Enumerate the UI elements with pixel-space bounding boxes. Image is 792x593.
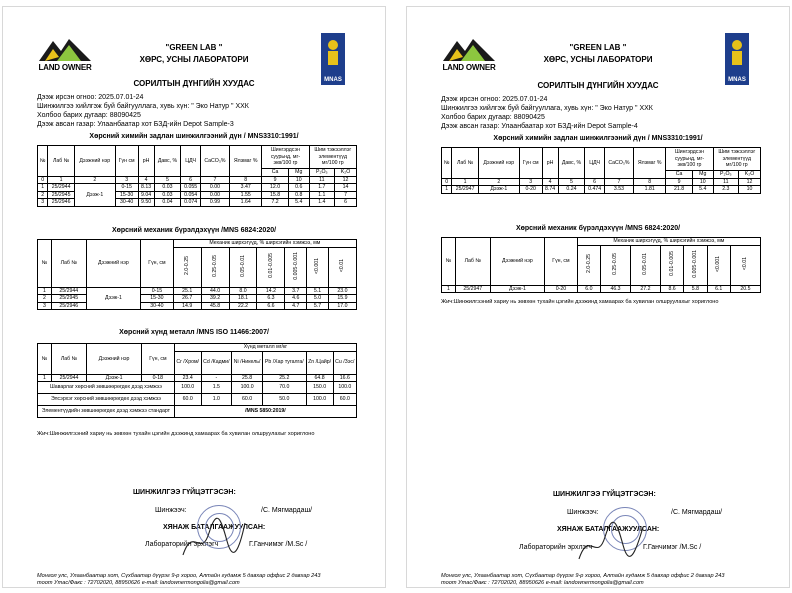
- cell: 1.1: [309, 191, 334, 199]
- mech-size-col: [730, 245, 760, 285]
- chem-col-ph: pH: [542, 148, 558, 179]
- chem-col-tsdch: ЦДЧ: [585, 148, 604, 179]
- cell: 12.0: [262, 184, 289, 192]
- mnas-accreditation-logo: MNAS: [321, 33, 345, 85]
- cell: 25.8: [232, 374, 263, 382]
- hm-col-pb: Pb /Хар тугалга/: [263, 351, 307, 374]
- hm-col-lab: Лаб №: [51, 344, 86, 375]
- cell: 30-40: [115, 199, 138, 207]
- chem-col-caco3: CaCO₃%: [200, 146, 229, 177]
- mech-title: Хөрсний механик бүрэлдэхүүн /MNS 6824:2020/: [515, 225, 681, 232]
- chem-row-1: [38, 184, 357, 192]
- cell: 0-15: [141, 287, 174, 295]
- size-label: 2.0-0.25: [183, 256, 190, 276]
- cell: 0.074: [181, 199, 200, 207]
- report-page-sample-3: [2, 6, 386, 588]
- cell: 22.2: [229, 302, 257, 310]
- meta-place: Дээж авсан газар: Улаанбаатар хот БЗД-ийн Depot Sample-4: [441, 123, 638, 130]
- cell: 6.3: [257, 295, 285, 303]
- cell: 25/2946: [48, 199, 74, 207]
- cell: 0.055: [181, 184, 200, 192]
- mech-title: Хөрсний механик бүрэлдэхүүн /MNS 6824:2020/: [111, 227, 277, 234]
- hm-col-ni: Ni /Никель/: [232, 351, 263, 374]
- mech-table: [441, 237, 761, 293]
- idx-cell: 3: [519, 178, 542, 186]
- mech-size-col: [660, 245, 683, 285]
- lab-head-name: Г.Ганчимэг /M.Sc /: [249, 541, 308, 548]
- meta-phone: Холбоо барих дугаар: 88090425: [441, 114, 545, 121]
- cell: 46.3: [601, 285, 631, 293]
- analyst-role: Шинжээч:: [567, 509, 599, 516]
- cell: 21.8: [666, 186, 693, 194]
- chem-col-lab: Лаб №: [452, 148, 478, 179]
- cell: 1.0: [201, 394, 232, 406]
- sample-name-cell: Дээж-1: [86, 287, 140, 310]
- cell: 23.0: [328, 287, 356, 295]
- signoff-title: ШИНЖИЛГЭЭ ГҮЙЦЭТГЭСЭН:: [133, 489, 236, 496]
- cell: 1.64: [230, 199, 262, 207]
- cell: 60.0: [174, 394, 201, 406]
- idx-cell: 4: [138, 176, 154, 184]
- footer-address: [37, 573, 320, 587]
- footer-line: тоот Утас/Факс : 72702020, 88950626 e-mail: landownermongolia@gmail.com: [441, 580, 644, 586]
- verified-title: ХЯНАЖ БАТАЛГААЖУУЛСАН:: [557, 526, 660, 533]
- report-page-sample-4: [406, 6, 790, 588]
- signoff-title: ШИНЖИЛГЭЭ ГҮЙЦЭТГЭСЭН:: [553, 491, 656, 498]
- cell: 3.7: [285, 287, 307, 295]
- mech-group-header: Механик ширхэгүүд, % ширхэгийн хэмжээ, мм: [577, 238, 760, 246]
- handwritten-signature: [575, 519, 647, 565]
- disclaimer-note: Жич:Шинжилгээний хариу нь зөвхөн тухайн цэгийн дээжинд хамаарах ба хувилан олшруулахыг хориглоно: [37, 431, 315, 437]
- mech-table: [37, 239, 357, 310]
- mech-size-col: [328, 247, 356, 287]
- mech-size-col: [601, 245, 631, 285]
- cell: 26.7: [173, 295, 201, 303]
- chem-sub-p2o5: P₂O₅: [713, 171, 738, 179]
- chem-col-no: №: [442, 148, 452, 179]
- chem-col-lab: Лаб №: [48, 146, 74, 177]
- size-label: 0.01-0.005: [267, 253, 274, 279]
- idx-cell: 10: [288, 176, 309, 184]
- cell: -: [201, 374, 232, 382]
- cell: 0.04: [154, 199, 181, 207]
- cell: 0.99: [200, 199, 229, 207]
- cell: 8.74: [542, 186, 558, 194]
- cell: 1.55: [230, 191, 262, 199]
- meta-client: Шинжилгээ хийлгэж буй байгууллага, хувь хүн: " Эко Натур " ХХК: [441, 105, 653, 112]
- cell: 4.6: [285, 295, 307, 303]
- cell: 4.7: [285, 302, 307, 310]
- chem-title: Хөрсний химийн задлан шинжилгээний дүн / MNS3310:1991/: [89, 133, 299, 140]
- size-label: 2.0-0.25: [585, 254, 592, 274]
- cell: 8.6: [660, 285, 683, 293]
- cell: 27.2: [630, 285, 660, 293]
- lab-subtitle: ХӨРС, УСНЫ ЛАБОРАТОРИ: [543, 55, 653, 64]
- cell: 25/2947: [455, 285, 490, 293]
- mech-col-lab: Лаб №: [455, 238, 490, 286]
- cell: 5.4: [692, 186, 713, 194]
- chem-col-cations: Шингэрдсэн суурьнд, мг-экв/100 гр: [262, 146, 309, 169]
- limit-label: Элсэрхэг хөрсний зөвшөөрөгдөх дээд хэмжээ: [38, 394, 175, 406]
- cell: 25/2945: [51, 295, 86, 303]
- lab-name: "GREEN LAB ": [165, 43, 223, 52]
- cell: 25/2944: [48, 184, 74, 192]
- idx-cell: 0: [442, 178, 452, 186]
- cell: 14.9: [173, 302, 201, 310]
- lab-head-role: Лабораторийн эрхлэгч: [519, 544, 593, 551]
- meta-place: Дээж авсан газар: Улаанбаатар хот БЗД-ийн Depot Sample-3: [37, 121, 234, 128]
- mech-size-col: [684, 245, 707, 285]
- cell: 5.1: [307, 287, 329, 295]
- cell: 25/2944: [51, 374, 86, 382]
- size-label: 0.005-0.001: [292, 251, 299, 280]
- mech-size-col: [630, 245, 660, 285]
- handwritten-signature: [179, 515, 249, 561]
- sample-name-cell: Дээж-1: [74, 184, 115, 207]
- chem-col-caco3: CaCO₃%: [604, 148, 633, 179]
- cell: 9.04: [138, 191, 154, 199]
- lab-name: "GREEN LAB ": [569, 43, 627, 52]
- size-label: <0.01: [742, 257, 749, 271]
- cell: 2: [38, 191, 48, 199]
- cell: 1.81: [634, 186, 666, 194]
- cell: 14.2: [257, 287, 285, 295]
- heavy-title: Хөрсний хүнд металл /MNS ISO 11466:2007/: [119, 329, 269, 336]
- size-label: 0.05-0.01: [642, 252, 649, 275]
- chem-sub-ca: Ca: [262, 169, 289, 177]
- analyst-name: /С. Мягмардаш/: [261, 507, 313, 514]
- mech-size-col: [285, 247, 307, 287]
- verified-title: ХЯНАЖ БАТАЛГААЖУУЛСАН:: [163, 524, 266, 531]
- cell: 30-40: [141, 302, 174, 310]
- cell: 1: [38, 184, 48, 192]
- cell: 6.1: [707, 285, 730, 293]
- cell: 100.0: [333, 382, 356, 394]
- chem-col-salt: Давс, %: [154, 146, 181, 177]
- cell: 70.0: [263, 382, 307, 394]
- cell: 0.24: [558, 186, 585, 194]
- size-label: 0.01-0.005: [668, 251, 675, 277]
- limit-label: Шаварлаг хөрсний зөвшөөрөгдөх дээд хэмжээ: [38, 382, 175, 394]
- meta-date: Дээж ирсэн огноо: 2025.07.01-24: [441, 96, 548, 103]
- cell: 2: [38, 295, 52, 303]
- chem-col-tsdch: ЦДЧ: [181, 146, 200, 177]
- mech-row-3: [38, 302, 357, 310]
- idx-cell: 9: [262, 176, 289, 184]
- cell: 10: [739, 186, 761, 194]
- cell: 25.1: [173, 287, 201, 295]
- land-owner-logo: LAND OWNER: [441, 33, 497, 75]
- cell: 6.0: [577, 285, 600, 293]
- mech-size-col: [577, 245, 600, 285]
- hm-col-zn: Zn /Цайр/: [306, 351, 333, 374]
- cell: 18.1: [229, 295, 257, 303]
- idx-cell: 8: [634, 178, 666, 186]
- chem-col-name: Дээжний нэр: [478, 148, 519, 179]
- mech-group-header: Механик ширхэгүүд, % ширхэгийн хэмжээ, мм: [173, 240, 356, 248]
- chem-col-humus: Ялзмаг %: [230, 146, 262, 177]
- lab-subtitle: ХӨРС, УСНЫ ЛАБОРАТОРИ: [139, 55, 249, 64]
- chem-col-salt: Давс, %: [558, 148, 585, 179]
- cell: 25/2947: [452, 186, 478, 194]
- cell: 1.4: [309, 199, 334, 207]
- idx-cell: 5: [558, 178, 585, 186]
- cell: 7: [335, 191, 357, 199]
- mech-size-col: [229, 247, 257, 287]
- lab-head-role: Лабораторийн эрхлэгч: [145, 541, 219, 548]
- cell: 8.13: [138, 184, 154, 192]
- hm-limit-clay: [38, 382, 357, 394]
- disclaimer-note: Жич:Шинжилгээний хариу нь зөвхөн тухайн цэгийн дээжинд хамаарах ба хувилан олшруулахыг хориглоно: [441, 299, 719, 305]
- chem-sub-k2o: K₂O: [335, 169, 357, 177]
- cell: 1.7: [309, 184, 334, 192]
- cell: 100.0: [232, 382, 263, 394]
- mech-col-name: Дээжний нэр: [86, 240, 140, 288]
- cell: 1: [442, 285, 456, 293]
- cell: 1: [442, 186, 452, 194]
- hm-col-cu: Cu /Зэс/: [333, 351, 356, 374]
- cell: /MNS 5850:2019/: [174, 406, 356, 418]
- cell: 16.6: [333, 374, 356, 382]
- cell: 6: [335, 199, 357, 207]
- size-label: 0.25-0.05: [211, 254, 218, 277]
- hm-limit-sand: [38, 394, 357, 406]
- cell: 1: [38, 287, 52, 295]
- meta-date: Дээж ирсэн огноо: 2025.07.01-24: [37, 94, 144, 101]
- chem-col-no: №: [38, 146, 48, 177]
- cell: 0.8: [288, 191, 309, 199]
- cell: 0.6: [288, 184, 309, 192]
- mech-row-2: [38, 295, 357, 303]
- cell: 23.4: [174, 374, 201, 382]
- cell: 100.0: [174, 382, 201, 394]
- cell: 20.5: [730, 285, 760, 293]
- report-title: СОРИЛТЫН ДҮНГИЙН ХУУДАС: [537, 81, 659, 90]
- cell: 25.2: [263, 374, 307, 382]
- mech-col-lab: Лаб №: [51, 240, 86, 288]
- chem-sub-k2o: K₂O: [739, 171, 761, 179]
- size-label: <0.01: [339, 259, 346, 273]
- cell: 0.054: [181, 191, 200, 199]
- chem-col-ph: pH: [138, 146, 154, 177]
- mech-col-no: №: [38, 240, 52, 288]
- report-title: СОРИЛТЫН ДҮНГИЙН ХУУДАС: [133, 79, 255, 88]
- cell: 150.0: [306, 382, 333, 394]
- analyst-name: /С. Мягмардаш/: [671, 509, 723, 516]
- cell: 60.0: [333, 394, 356, 406]
- cell: 25/2946: [51, 302, 86, 310]
- hm-col-cr: Cr /Хром/: [174, 351, 201, 374]
- idx-cell: 4: [542, 178, 558, 186]
- idx-cell: 1: [452, 178, 478, 186]
- hm-row-1: [38, 374, 357, 382]
- idx-cell: 11: [713, 178, 738, 186]
- meta-client: Шинжилгээ хийлгэж буй байгууллага, хувь хүн: " Эко Натур " ХХК: [37, 103, 249, 110]
- idx-cell: 2: [478, 178, 519, 186]
- heavy-metal-table: [37, 343, 357, 418]
- idx-cell: 10: [692, 178, 713, 186]
- chem-col-name: Дээжний нэр: [74, 146, 115, 177]
- cell: 5.7: [307, 302, 329, 310]
- idx-cell: 1: [48, 176, 74, 184]
- idx-cell: 6: [181, 176, 200, 184]
- cell: 15-30: [115, 191, 138, 199]
- size-label: 0.005-0.001: [692, 249, 699, 278]
- chem-index-row: [38, 176, 357, 184]
- hm-limit-standard: [38, 406, 357, 418]
- cell: 3.53: [604, 186, 633, 194]
- chem-sub-mg: Mg: [692, 171, 713, 179]
- idx-cell: 9: [666, 178, 693, 186]
- cell: Дээж-1: [87, 374, 142, 382]
- cell: 9.50: [138, 199, 154, 207]
- cell: 14: [335, 184, 357, 192]
- chem-row-1: [442, 186, 761, 194]
- cell: 2.3: [713, 186, 738, 194]
- mech-col-depth: Гүн, см: [141, 240, 174, 288]
- lab-head-name: Г.Ганчимэг /M.Sc /: [643, 544, 702, 551]
- cell: 8.0: [229, 287, 257, 295]
- cell: 5.8: [684, 285, 707, 293]
- cell: 1: [38, 374, 52, 382]
- cell: 17.0: [328, 302, 356, 310]
- cell: 25/2945: [48, 191, 74, 199]
- chem-title: Хөрсний химийн задлан шинжилгээний дүн / MNS3310:1991/: [493, 135, 703, 142]
- cell: 0.00: [200, 191, 229, 199]
- cell: 39.2: [201, 295, 229, 303]
- chem-sub-ca: Ca: [666, 171, 693, 179]
- cell: 60.0: [232, 394, 263, 406]
- chem-index-row: [442, 178, 761, 186]
- cell: 15-30: [141, 295, 174, 303]
- cell: 3: [38, 302, 52, 310]
- cell: 6.6: [257, 302, 285, 310]
- footer-address: [441, 573, 724, 587]
- cell: 44.0: [201, 287, 229, 295]
- chem-col-humus: Ялзмаг %: [634, 148, 666, 179]
- cell: 0.00: [200, 184, 229, 192]
- cell: 0.03: [154, 191, 181, 199]
- cell: 64.8: [306, 374, 333, 382]
- mech-size-col: [307, 247, 329, 287]
- land-owner-logo: LAND OWNER: [37, 33, 93, 75]
- chem-col-nutrients: Шим тэжээллэг элементүүд мг/100 гр: [713, 148, 760, 171]
- size-label: <0.001: [314, 257, 321, 274]
- mech-size-col: [257, 247, 285, 287]
- hm-col-no: №: [38, 344, 52, 375]
- footer-line: Монгол улс, Улаанбаатар хот, Сүхбаатар дүүрэг 9-р хороо, Алтайн гудамж 5 давхар оффис 2 давхар 243: [441, 573, 725, 579]
- chem-sub-mg: Mg: [288, 169, 309, 177]
- footer-line: тоот Утас/Факс : 72702020, 88950626 e-mail: landownermongolia@gmail.com: [37, 580, 240, 586]
- cell: Дээж-1: [478, 186, 519, 194]
- mech-row-1: [442, 285, 761, 293]
- cell: 1.5: [201, 382, 232, 394]
- analyst-role: Шинжээч:: [155, 507, 187, 514]
- sample-meta: [37, 93, 249, 129]
- cell: 0.03: [154, 184, 181, 192]
- idx-cell: 3: [115, 176, 138, 184]
- cell: 0-18: [141, 374, 174, 382]
- mech-col-depth: Гүн, см: [545, 238, 578, 286]
- cell: 25/2944: [51, 287, 86, 295]
- idx-cell: 5: [154, 176, 181, 184]
- hm-col-name: Дээжний нэр: [87, 344, 142, 375]
- sample-meta: [441, 95, 653, 131]
- size-label: 0.05-0.01: [239, 254, 246, 277]
- mech-col-name: Дээжний нэр: [490, 238, 544, 286]
- hm-col-cd: Cd /Кадми/: [201, 351, 232, 374]
- mech-size-col: [201, 247, 229, 287]
- chem-col-nutrients: Шим тэжээллэг элементүүд мг/100 гр: [309, 146, 356, 169]
- cell: 45.8: [201, 302, 229, 310]
- cell: 50.0: [263, 394, 307, 406]
- cell: 0-20: [545, 285, 578, 293]
- size-label: 0.25-0.05: [612, 252, 619, 275]
- cell: 0-15: [115, 184, 138, 192]
- cell: 0.474: [585, 186, 604, 194]
- chem-col-depth: Гүн см: [519, 148, 542, 179]
- mech-col-no: №: [442, 238, 456, 286]
- cell: 5.4: [288, 199, 309, 207]
- hm-col-depth: Гүн, см: [141, 344, 174, 375]
- cell: 15.9: [328, 295, 356, 303]
- idx-cell: 0: [38, 176, 48, 184]
- mech-size-col: [707, 245, 730, 285]
- cell: 0-20: [519, 186, 542, 194]
- idx-cell: 7: [200, 176, 229, 184]
- mnas-accreditation-logo: MNAS: [725, 33, 749, 85]
- mech-size-col: [173, 247, 201, 287]
- cell: 3: [38, 199, 48, 207]
- cell: 3.47: [230, 184, 262, 192]
- cell: 7.2: [262, 199, 289, 207]
- limit-label: Элементүүдийн зөвшөөрөгдөх дээд хэмжээ стандарт: [38, 406, 175, 418]
- idx-cell: 2: [74, 176, 115, 184]
- hm-group-header: Хүнд металл мг/кг: [174, 344, 356, 352]
- idx-cell: 11: [309, 176, 334, 184]
- chem-table: [37, 145, 357, 207]
- cell: 5.0: [307, 295, 329, 303]
- cell: 15.8: [262, 191, 289, 199]
- chem-table: [441, 147, 761, 194]
- cell: 100.0: [306, 394, 333, 406]
- idx-cell: 8: [230, 176, 262, 184]
- size-label: <0.001: [715, 255, 722, 272]
- chem-col-cations: Шингэрдсэн суурьнд, мг-экв/100 гр: [666, 148, 713, 171]
- idx-cell: 12: [739, 178, 761, 186]
- chem-sub-p2o5: P₂O₅: [309, 169, 334, 177]
- mech-row-1: [38, 287, 357, 295]
- cell: Дээж-1: [490, 285, 544, 293]
- idx-cell: 12: [335, 176, 357, 184]
- chem-col-depth: Гүн см: [115, 146, 138, 177]
- meta-phone: Холбоо барих дугаар: 88090425: [37, 112, 141, 119]
- footer-line: Монгол улс, Улаанбаатар хот, Сүхбаатар дүүрэг 9-р хороо, Алтайн гудамж 5 давхар оффис 2 давхар 243: [37, 573, 321, 579]
- idx-cell: 6: [585, 178, 604, 186]
- idx-cell: 7: [604, 178, 633, 186]
